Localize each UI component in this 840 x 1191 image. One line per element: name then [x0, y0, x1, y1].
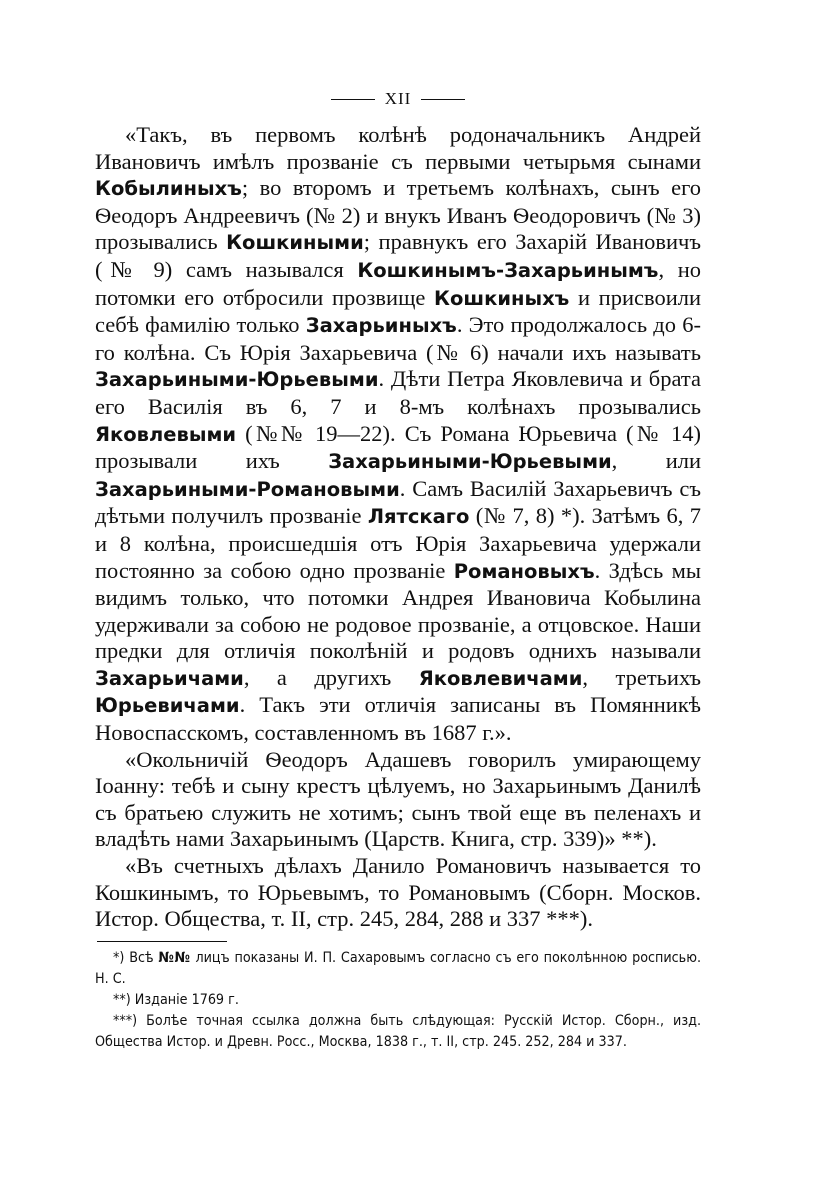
text-run: «Такъ, въ первомъ колѣнѣ родоначальникъ Андрей Ивановичъ имѣлъ прозваніе съ первыми четырьмя сынами: [95, 122, 701, 174]
footnote-separator: [97, 941, 227, 942]
bold-surname: Кобылиныхъ: [95, 177, 242, 201]
bold-surname: Юрьевичами: [95, 694, 240, 718]
text-run: . Самъ Василій Захарьевичъ съ дѣтьми получилъ прозваніе: [95, 475, 701, 529]
text-run: . Это продолжалось до 6-го колѣна. Съ Юрія Захарьевича (№ 6) начали ихъ называть: [95, 312, 701, 365]
text-run: лицъ показаны И. П. Сахаровымъ согласно съ его поколѣнною росписью. Н. С.: [95, 949, 702, 987]
body-text: [95, 122, 701, 933]
footnote: [95, 990, 701, 1011]
page-number: XII: [384, 89, 412, 108]
paragraph: [95, 747, 701, 853]
paragraph: [95, 853, 701, 933]
bold-surname: №№: [158, 949, 191, 966]
text-run: ; во второмъ и третьемъ колѣнахъ, сынъ его Ѳеодоръ Андреевичъ (№ 2) и внукъ Иванъ Ѳеодоровичъ (№ 3) прозывались: [95, 175, 701, 255]
text-run: ; правнукъ его Захарій Ивановичъ (№ 9) самъ назывался: [95, 229, 702, 282]
text-run: , или: [611, 448, 701, 474]
header-rule-right: [421, 99, 465, 100]
page-header: [95, 84, 701, 114]
header-rule-left: [331, 99, 375, 100]
bold-surname: Захарьиными-Романовыми: [95, 477, 400, 501]
text-run: «Въ счетныхъ дѣлахъ Данило Романовичъ называется то Кошкинымъ, то Юрьевымъ, то Романовымъ (Сборн. Москов. Истор. Общества, т. II, стр. 245, 284, 288 и 337 ***).: [95, 853, 701, 932]
text-run: , а другихъ: [243, 664, 419, 690]
bold-surname: Яковлевыми: [95, 422, 237, 446]
bold-surname: Кошкиными: [226, 231, 364, 255]
footnote: [95, 948, 701, 990]
text-run: «Окольничій Ѳеодоръ Адашевъ говорилъ умирающему Іоанну: тебѣ и сыну крестъ цѣлуемъ, но Захарьинымъ Данилѣ съ братьею служить не хотимъ; сынъ твой еще въ пеленахъ и владѣть нами Захарьинымъ (Царств. Книга, стр. 339)» **).: [95, 746, 701, 852]
bold-surname: Романовыхъ: [453, 559, 595, 583]
text-run: ***) Болѣе точная ссылка должна быть слѣдующая: Русскій Истор. Сборн., изд. Общества Истор. и Древн. Росс., Москва, 1838 г., т. II, стр. 245. 252, 284 и 337.: [95, 1012, 701, 1050]
bold-surname: Захарьиными-Юрьевыми: [95, 368, 379, 392]
text-run: (№№ 19—22). Съ Романа Юрьевича (№ 14) прозывали ихъ: [95, 420, 701, 474]
text-run: и присвоили себѣ фамилію только: [95, 284, 702, 338]
book-page: [95, 84, 701, 1053]
footnote: [95, 1011, 701, 1053]
bold-surname: Захарьиныхъ: [305, 314, 457, 338]
bold-surname: Кошкиныхъ: [434, 286, 570, 310]
bold-surname: Яковлевичами: [418, 666, 583, 690]
text-run: **) Изданіе 1769 г.: [113, 991, 239, 1008]
footnotes: [95, 948, 701, 1053]
text-run: . Здѣсь мы видимъ только, что потомки Андрея Ивановича Кобылина удерживали за собою не родовое прозваніе, а отцовское. Наши предки для отличія поколѣній и родовъ однихъ называли: [95, 557, 702, 664]
text-run: , но потомки его отбросили прозвище: [95, 256, 701, 310]
text-run: *) Всѣ: [113, 949, 159, 966]
bold-surname: Лятскаго: [367, 505, 470, 529]
text-run: . Такъ эти отличія записаны въ Помянникѣ Новоспасскомъ, составленномъ въ 1687 г.».: [95, 692, 701, 746]
text-run: . Дѣти Петра Яковлевича и брата его Василія въ 6, 7 и 8-мъ колѣнахъ прозывались: [95, 366, 701, 419]
paragraph: [95, 122, 701, 747]
text-run: , третьихъ: [582, 664, 701, 690]
bold-surname: Захарьичами: [95, 666, 244, 690]
text-run: (№ 7, 8) *). Затѣмъ 6, 7 и 8 колѣна, происшедшія отъ Юрія Захарьевича удержали постоянно за собою одно прозваніе: [95, 503, 701, 583]
bold-surname: Захарьиными-Юрьевыми: [328, 450, 612, 474]
bold-surname: Кошкинымъ-Захарьинымъ: [357, 258, 659, 282]
